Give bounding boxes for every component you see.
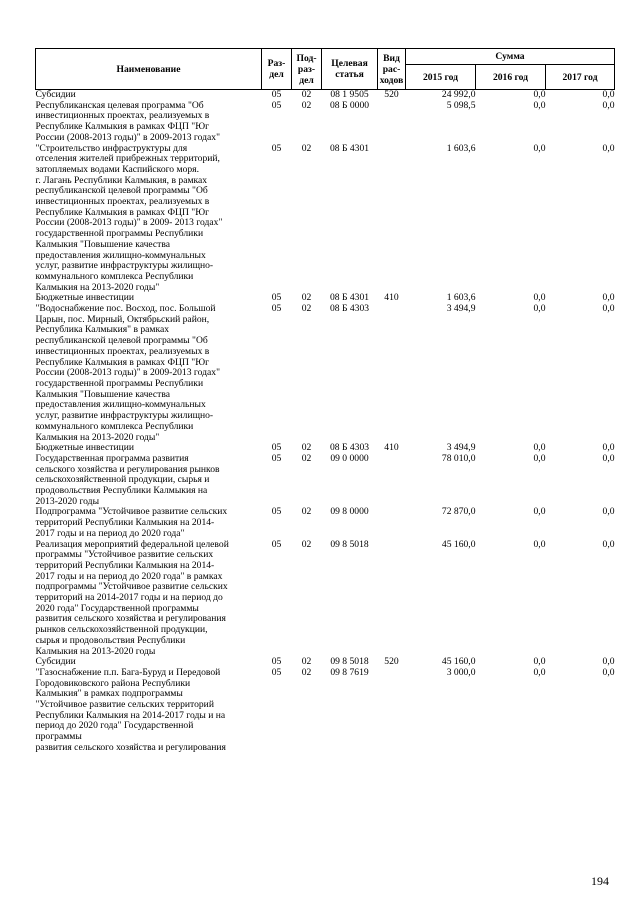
row-name: "Строительство инфраструктуры для отселения жителей прибрежных территорий, затопляемых водами Каспийского моря. г. Лагань Республики Калмыкия, в рамках республиканской целевой программы "Об инвестиционных проектах, реализуемых в Республике Калмыкия в рамках ФЦП "Юг России (2008-2013 годы)" в 2009- 2013 годах" государственной программы Республики Калмыкия "Повышение качества предоставления жилищно-коммунальных услуг, развитие инфраструктуры жилищно- коммунального комплекса Республики Калмыкия на 2013-2020 годы" (35, 142, 223, 293)
table-row (36, 101, 615, 144)
row-vid-rashodov (378, 304, 406, 443)
row-sum-2016: 0,0 (533, 656, 546, 668)
row-cel-statya: 08 Б 0000 (329, 99, 370, 111)
row-cel-statya: 09 8 5018 (330, 538, 369, 550)
row-vid-rashodov (378, 668, 406, 754)
row-sum-2016: 0,0 (533, 666, 546, 678)
row-razdel: 05 (271, 452, 282, 464)
row-cel-statya: 09 8 0000 (330, 506, 369, 518)
row-vid-rashodov (378, 144, 406, 294)
row-cel-statya: 09 8 7619 (330, 666, 369, 678)
row-sum-2016: 0,0 (533, 442, 546, 454)
row-sum-2015: 24 992,0 (441, 89, 476, 100)
row-podrazdel: 02 (301, 452, 312, 464)
row-sum-2017: 0,0 (602, 142, 615, 154)
row-sum-2015: 45 160,0 (441, 538, 476, 550)
row-vid-rashodov (378, 454, 406, 508)
row-sum-2015: 3 000,0 (446, 666, 476, 678)
row-sum-2017: 0,0 (602, 506, 615, 518)
row-razdel: 05 (271, 656, 282, 668)
row-razdel: 05 (271, 303, 282, 315)
table-body (36, 90, 615, 754)
row-vid-rashodov (378, 101, 406, 144)
table-row (36, 304, 615, 443)
row-cel-statya: 09 8 5018 (330, 656, 369, 668)
row-sum-2017: 0,0 (602, 656, 615, 668)
row-razdel: 05 (271, 506, 282, 518)
budget-table (35, 48, 615, 754)
page-number: 194 (591, 874, 609, 888)
row-sum-2017: 0,0 (602, 89, 615, 100)
row-sum-2015: 45 160,0 (441, 656, 476, 668)
row-name: Субсидии (35, 656, 76, 668)
row-name: "Водоснабжение пос. Восход, пос. Большой Царын, пос. Мирный, Октябрьский район, Республика Калмыкия" в рамках республиканской целевой программы "Об инвестиционных проектах, реализуемых в Республике Калмыкия в рамках ФЦП "Юг России (2008-2013 годы)" в 2009-2013 годах" государственной программы Республики Калмыкия "Повышение качества предоставления жилищно-коммунальных услуг, развитие инфраструктуры жилищно- коммунального комплекса Республики Калмыкия на 2013-2020 годы" (35, 303, 220, 443)
row-razdel: 05 (271, 666, 282, 678)
row-name: "Газоснабжение п.п. Бага-Буруд и Передовой Городовиковского района Республики Калмыкия" в рамках подпрограммы "Устойчивое развитие сельских территорий Республики Калмыкия на 2014-2017 годы и на период до 2020 года" Государственной программы развития сельского хозяйства и регулирования (35, 666, 226, 753)
row-razdel: 05 (271, 99, 282, 111)
row-razdel: 05 (271, 292, 282, 304)
row-sum-2015: 3 494,9 (446, 442, 476, 454)
row-sum-2015: 72 870,0 (441, 506, 476, 518)
row-sum-2015: 3 494,9 (446, 303, 476, 315)
row-cel-statya: 08 1 9505 (330, 89, 369, 100)
row-sum-2016: 0,0 (533, 89, 546, 100)
row-name: Подпрограмма "Устойчивое развитие сельских территорий Республики Калмыкия на 2014- 2017 годы и на период до 2020 года" (35, 506, 228, 539)
row-podrazdel: 02 (301, 656, 312, 668)
row-sum-2017: 0,0 (602, 292, 615, 304)
row-podrazdel: 02 (301, 666, 312, 678)
row-sum-2016: 0,0 (533, 538, 546, 550)
row-sum-2016: 0,0 (533, 452, 546, 464)
table-row (36, 507, 615, 539)
row-podrazdel: 02 (301, 303, 312, 315)
row-vid-rashodov: 410 (384, 442, 399, 454)
row-razdel: 05 (271, 538, 282, 550)
row-podrazdel: 02 (301, 142, 312, 154)
row-vid-rashodov (378, 540, 406, 658)
row-name: Субсидии (35, 89, 76, 100)
row-vid-rashodov: 520 (384, 656, 399, 668)
table-row (36, 454, 615, 508)
row-podrazdel: 02 (301, 292, 312, 304)
row-sum-2017: 0,0 (602, 303, 615, 315)
row-name: Бюджетные инвестиции (35, 292, 134, 304)
row-sum-2016: 0,0 (533, 142, 546, 154)
row-cel-statya: 08 Б 4303 (329, 442, 370, 454)
row-podrazdel: 02 (301, 538, 312, 550)
row-sum-2016: 0,0 (533, 506, 546, 518)
header-year-2015: 2015 год (406, 65, 476, 90)
row-sum-2016: 0,0 (533, 99, 546, 111)
row-cel-statya: 09 0 0000 (330, 452, 369, 464)
row-vid-rashodov (378, 507, 406, 539)
row-sum-2017: 0,0 (602, 538, 615, 550)
row-sum-2015: 78 010,0 (441, 452, 476, 464)
row-razdel: 05 (271, 142, 282, 154)
row-sum-2015: 1 603,6 (446, 292, 476, 304)
row-name: Республиканская целевая программа "Об инвестиционных проектах, реализуемых в Республике Калмыкия в рамках ФЦП "Юг России (2008-2013 годы)" в 2009-2013 годах" (35, 99, 220, 143)
row-podrazdel: 02 (301, 506, 312, 518)
row-name: Реализация мероприятий федеральной целевой программы "Устойчивое развитие сельских территорий Республики Калмыкия на 2014- 2017 годы и на период до 2020 года" в рамках подпрограммы "Устойчивое развитие сельских территорий на 2014-2017 годы и на период до 2020 года" Государственной программы развития сельского хозяйства и регулирования рынков сельскохозяйственной продукции, сырья и продовольствия Республики Калмыкия на 2013-2020 годы (35, 538, 229, 657)
header-year-2017: 2017 год (546, 65, 615, 90)
row-vid-rashodov: 410 (384, 292, 399, 304)
row-sum-2015: 1 603,6 (446, 142, 476, 154)
table-row (36, 540, 615, 658)
table-row (36, 144, 615, 294)
header-vid-rashodov: Вид рас- ходов (378, 49, 406, 90)
row-cel-statya: 08 Б 4301 (329, 292, 370, 304)
row-sum-2017: 0,0 (602, 442, 615, 454)
table-header (36, 49, 615, 90)
table-row (36, 668, 615, 754)
row-podrazdel: 02 (301, 99, 312, 111)
row-podrazdel: 02 (301, 442, 312, 454)
row-cel-statya: 08 Б 4303 (329, 303, 370, 315)
row-sum-2016: 0,0 (533, 303, 546, 315)
row-sum-2017: 0,0 (602, 452, 615, 464)
header-summa: Сумма (406, 49, 615, 65)
row-sum-2017: 0,0 (602, 666, 615, 678)
row-cel-statya: 08 Б 4301 (329, 142, 370, 154)
row-razdel: 05 (271, 89, 282, 100)
header-cel-statya: Целевая статья (322, 49, 378, 90)
header-razdel: Раз- дел (262, 49, 292, 90)
row-razdel: 05 (271, 442, 282, 454)
row-vid-rashodov: 520 (384, 89, 399, 100)
row-sum-2017: 0,0 (602, 99, 615, 111)
row-sum-2016: 0,0 (533, 292, 546, 304)
row-name: Государственная программа развития сельского хозяйства и регулирования рынков сельскохозяйственной продукции, сырья и продовольствия Республики Калмыкия на 2013-2020 годы (35, 452, 220, 507)
row-podrazdel: 02 (301, 89, 312, 100)
header-year-2016: 2016 год (476, 65, 546, 90)
header-podrazdel: Под- раз- дел (292, 49, 322, 90)
header-name: Наименование (36, 49, 262, 90)
row-sum-2015: 5 098,5 (446, 99, 476, 111)
row-name: Бюджетные инвестиции (35, 442, 134, 454)
